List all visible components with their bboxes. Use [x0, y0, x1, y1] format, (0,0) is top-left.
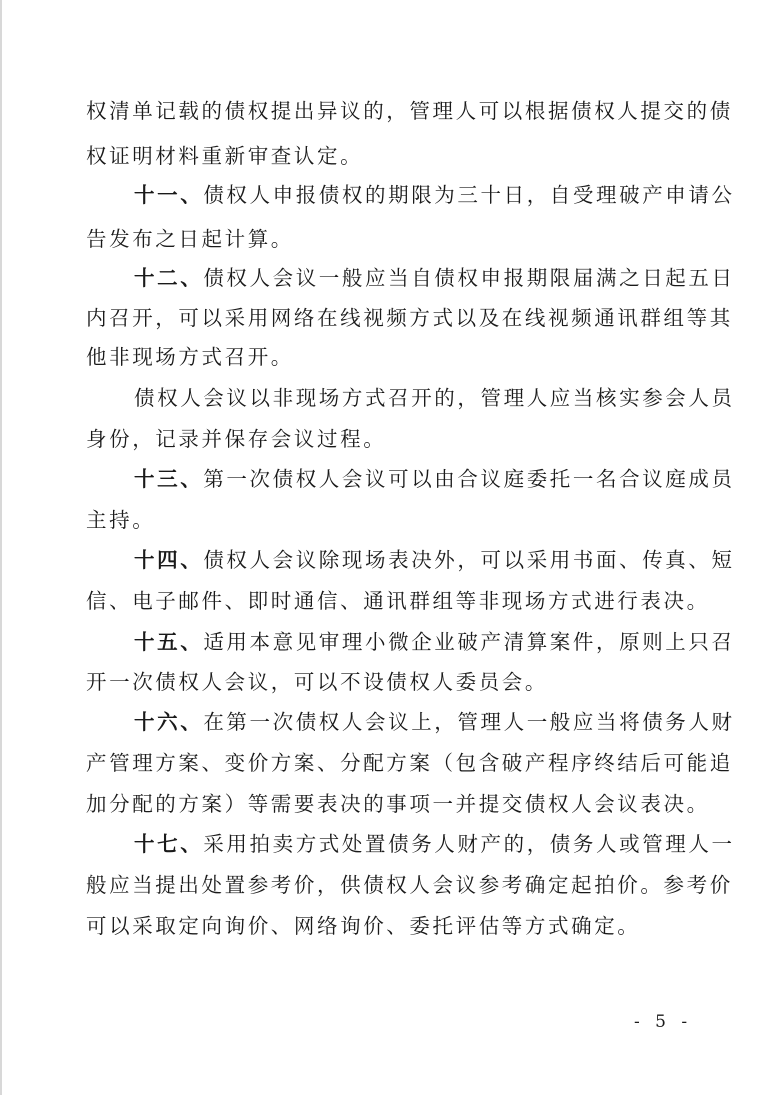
- line-text: 产管理方案、变价方案、分配方案（包含破产程序终结后可能追: [86, 751, 733, 775]
- text-line: [86, 670, 548, 694]
- text-line: [86, 751, 733, 775]
- text-line: [86, 99, 733, 123]
- paragraph-fifteen-line: [134, 630, 735, 654]
- clause-number: 十二、: [134, 266, 204, 290]
- line-text: 权清单记载的债权提出异议的，管理人可以根据债权人提交的债: [86, 99, 733, 123]
- line-text: 告发布之日起计算。: [86, 227, 294, 251]
- line-text: 内召开，可以采用网络在线视频方式以及在线视频通讯群组等其: [86, 306, 733, 330]
- paragraph-fourteen-line: [134, 548, 735, 572]
- page-number: - 5 -: [634, 1012, 693, 1032]
- text-line: [86, 427, 386, 451]
- paragraph-seventeen-line: [134, 832, 735, 856]
- clause-number: 十四、: [134, 548, 204, 572]
- text-line: [86, 873, 733, 897]
- line-text: 债权人申报债权的期限为三十日，自受理破产申请公: [203, 183, 735, 207]
- line-text: 般应当提出处置参考价，供债权人会议参考确定起拍价。参考价: [86, 873, 733, 897]
- text-line: [134, 386, 735, 410]
- text-line: [86, 914, 640, 938]
- text-line: [86, 306, 733, 330]
- clause-number: 十三、: [134, 467, 204, 491]
- line-text: 他非现场方式召开。: [86, 345, 294, 369]
- line-text: 身份，记录并保存会议过程。: [86, 427, 387, 451]
- line-text: 可以采取定向询价、网络询价、委托评估等方式确定。: [86, 914, 641, 938]
- line-text: 信、电子邮件、即时通信、通讯群组等非现场方式进行表决。: [86, 589, 710, 613]
- text-line: [86, 508, 155, 532]
- paragraph-sixteen-line: [134, 710, 735, 734]
- line-text: 债权人会议以非现场方式召开的，管理人应当核实参会人员: [134, 386, 735, 410]
- page-edge: [0, 0, 2, 1095]
- text-line: [86, 144, 363, 168]
- clause-number: 十五、: [134, 630, 204, 654]
- clause-number: 十一、: [134, 183, 204, 207]
- line-text: 在第一次债权人会议上，管理人一般应当将债务人财: [203, 710, 735, 734]
- text-line: [86, 589, 710, 613]
- paragraph-eleven-line: [134, 183, 735, 207]
- line-text: 债权人会议除现场表决外，可以采用书面、传真、短: [203, 548, 735, 572]
- line-text: 债权人会议一般应当自债权申报期限届满之日起五日: [203, 266, 735, 290]
- text-line: [86, 345, 294, 369]
- line-text: 主持。: [86, 508, 156, 532]
- line-text: 加分配的方案）等需要表决的事项一并提交债权人会议表决。: [86, 792, 710, 816]
- text-line: [86, 792, 710, 816]
- paragraph-thirteen-line: [134, 467, 735, 491]
- text-line: [86, 227, 294, 251]
- paragraph-twelve-line: [134, 266, 735, 290]
- clause-number: 十六、: [134, 710, 204, 734]
- line-text: 权证明材料重新审查认定。: [86, 144, 364, 168]
- line-text: 第一次债权人会议可以由合议庭委托一名合议庭成员: [203, 467, 735, 491]
- line-text: 适用本意见审理小微企业破产清算案件，原则上只召: [203, 630, 735, 654]
- clause-number: 十七、: [134, 832, 204, 856]
- line-text: 开一次债权人会议，可以不设债权人委员会。: [86, 670, 548, 694]
- line-text: 采用拍卖方式处置债务人财产的，债务人或管理人一: [203, 832, 735, 856]
